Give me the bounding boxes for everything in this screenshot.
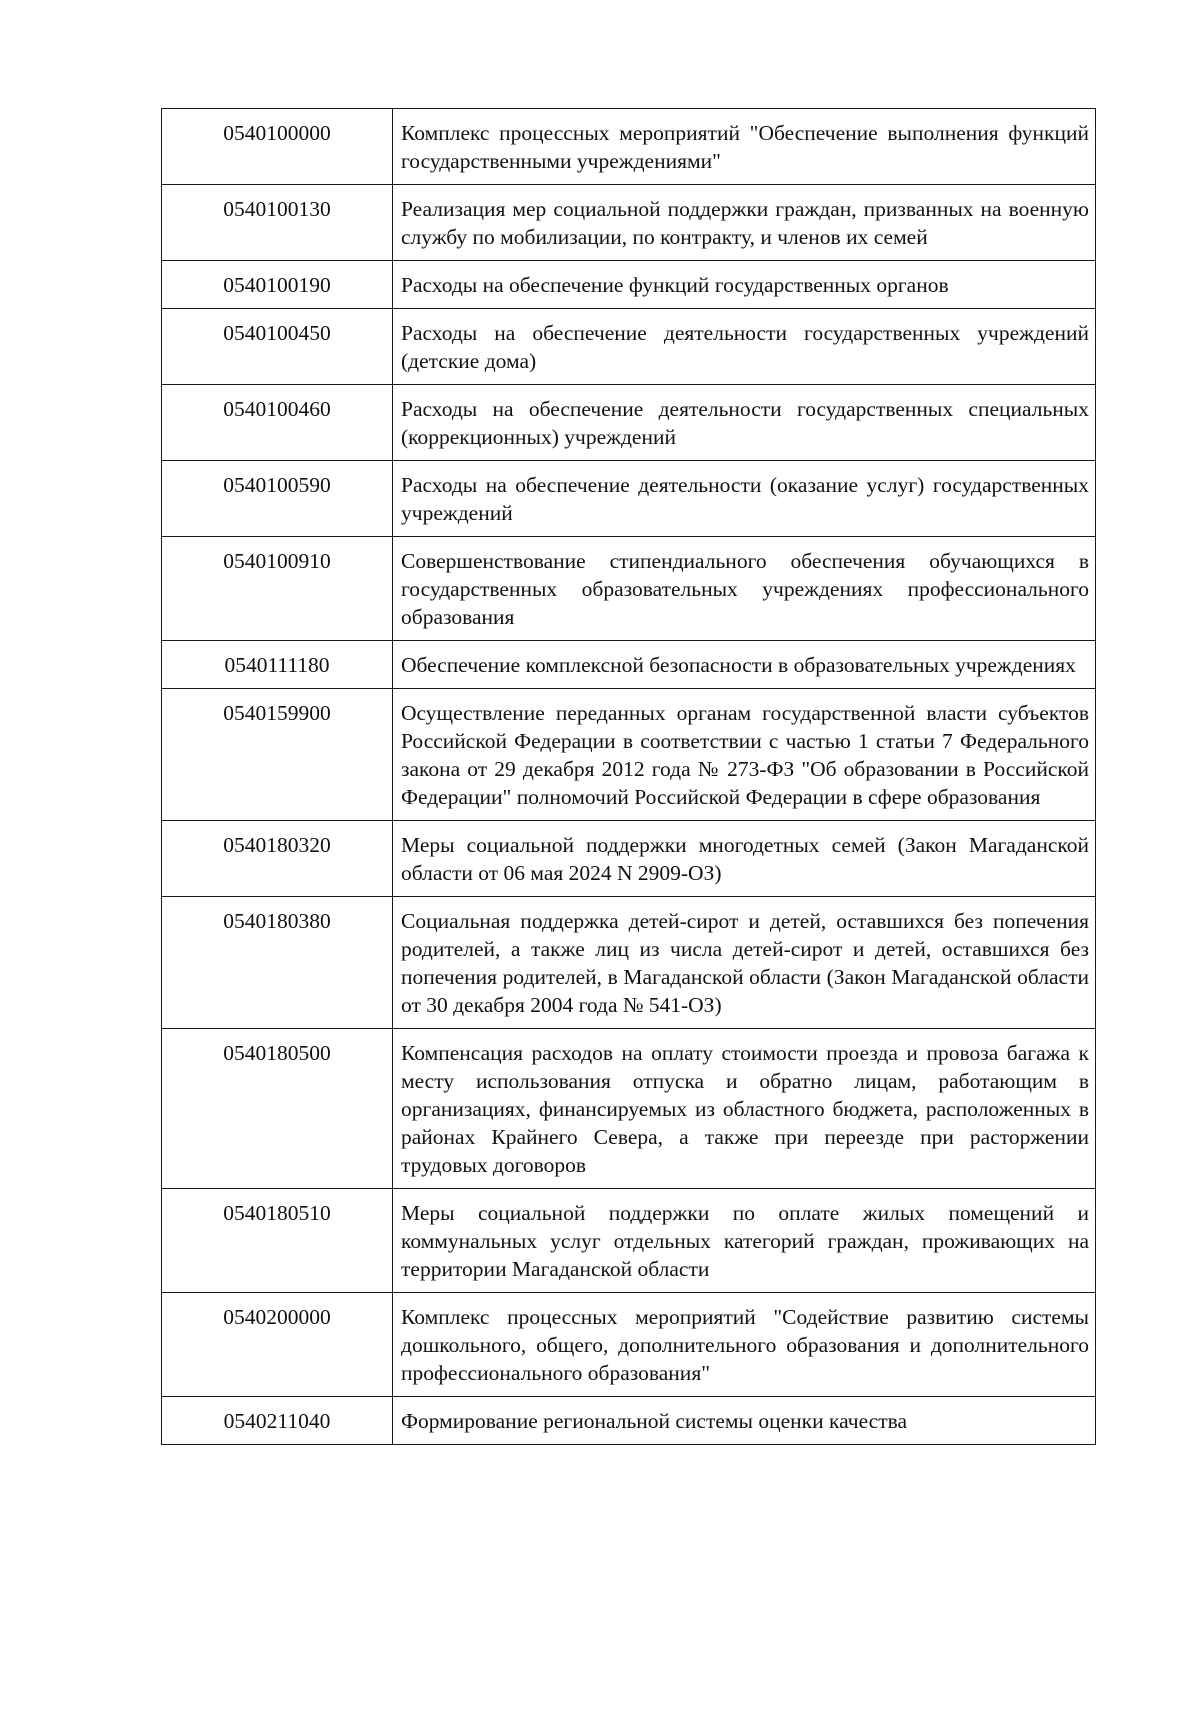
code-cell: 0540180380 — [162, 897, 393, 1029]
code-cell: 0540100460 — [162, 385, 393, 461]
code-cell: 0540100190 — [162, 261, 393, 309]
code-cell: 0540180510 — [162, 1189, 393, 1293]
description-cell: Осуществление переданных органам государственной власти субъектов Российской Федерации в соответствии с частью 1 статьи 7 Федерального закона от 29 декабря 2012 года № 273-ФЗ "Об образовании в Российской Федерации" полномочий Российской Федерации в сфере образования — [393, 689, 1096, 821]
description-cell: Меры социальной поддержки по оплате жилых помещений и коммунальных услуг отдельных категорий граждан, проживающих на территории Магаданской области — [393, 1189, 1096, 1293]
table-row — [162, 1397, 1096, 1445]
description-cell: Комплекс процессных мероприятий "Обеспечение выполнения функций государственными учреждениями" — [393, 109, 1096, 185]
code-cell: 0540200000 — [162, 1293, 393, 1397]
budget-codes-table — [161, 108, 1096, 1445]
table-row — [162, 897, 1096, 1029]
table-row — [162, 1189, 1096, 1293]
description-cell: Расходы на обеспечение деятельности государственных специальных (коррекционных) учреждений — [393, 385, 1096, 461]
code-cell: 0540100590 — [162, 461, 393, 537]
table-row — [162, 1293, 1096, 1397]
code-cell: 0540100000 — [162, 109, 393, 185]
table-row — [162, 641, 1096, 689]
description-cell: Реализация мер социальной поддержки граждан, призванных на военную службу по мобилизации, по контракту, и членов их семей — [393, 185, 1096, 261]
description-cell: Расходы на обеспечение деятельности государственных учреждений (детские дома) — [393, 309, 1096, 385]
table-row — [162, 1029, 1096, 1189]
code-cell: 0540100450 — [162, 309, 393, 385]
code-cell: 0540180320 — [162, 821, 393, 897]
description-cell: Формирование региональной системы оценки качества — [393, 1397, 1096, 1445]
description-cell: Компенсация расходов на оплату стоимости проезда и провоза багажа к месту использования отпуска и обратно лицам, работающим в организациях, финансируемых из областного бюджета, расположенных в районах Крайнего Севера, а также при переезде при расторжении трудовых договоров — [393, 1029, 1096, 1189]
code-cell: 0540159900 — [162, 689, 393, 821]
table-row — [162, 821, 1096, 897]
code-cell: 0540100130 — [162, 185, 393, 261]
table-row — [162, 385, 1096, 461]
description-cell: Социальная поддержка детей-сирот и детей, оставшихся без попечения родителей, а также лиц из числа детей-сирот и детей, оставшихся без попечения родителей, в Магаданской области (Закон Магаданской области от 30 декабря 2004 года № 541-ОЗ) — [393, 897, 1096, 1029]
table-row — [162, 261, 1096, 309]
table-row — [162, 537, 1096, 641]
code-cell: 0540111180 — [162, 641, 393, 689]
description-cell: Расходы на обеспечение деятельности (оказание услуг) государственных учреждений — [393, 461, 1096, 537]
table-row — [162, 309, 1096, 385]
description-cell: Расходы на обеспечение функций государственных органов — [393, 261, 1096, 309]
code-cell: 0540180500 — [162, 1029, 393, 1189]
table-row — [162, 185, 1096, 261]
description-cell: Меры социальной поддержки многодетных семей (Закон Магаданской области от 06 мая 2024 N 2909-ОЗ) — [393, 821, 1096, 897]
description-cell: Комплекс процессных мероприятий "Содействие развитию системы дошкольного, общего, дополнительного образования и дополнительного профессионального образования" — [393, 1293, 1096, 1397]
table-row — [162, 689, 1096, 821]
description-cell: Обеспечение комплексной безопасности в образовательных учреждениях — [393, 641, 1096, 689]
description-cell: Совершенствование стипендиального обеспечения обучающихся в государственных образовательных учреждениях профессионального образования — [393, 537, 1096, 641]
table-row — [162, 461, 1096, 537]
code-cell: 0540100910 — [162, 537, 393, 641]
table-row — [162, 109, 1096, 185]
code-cell: 0540211040 — [162, 1397, 393, 1445]
